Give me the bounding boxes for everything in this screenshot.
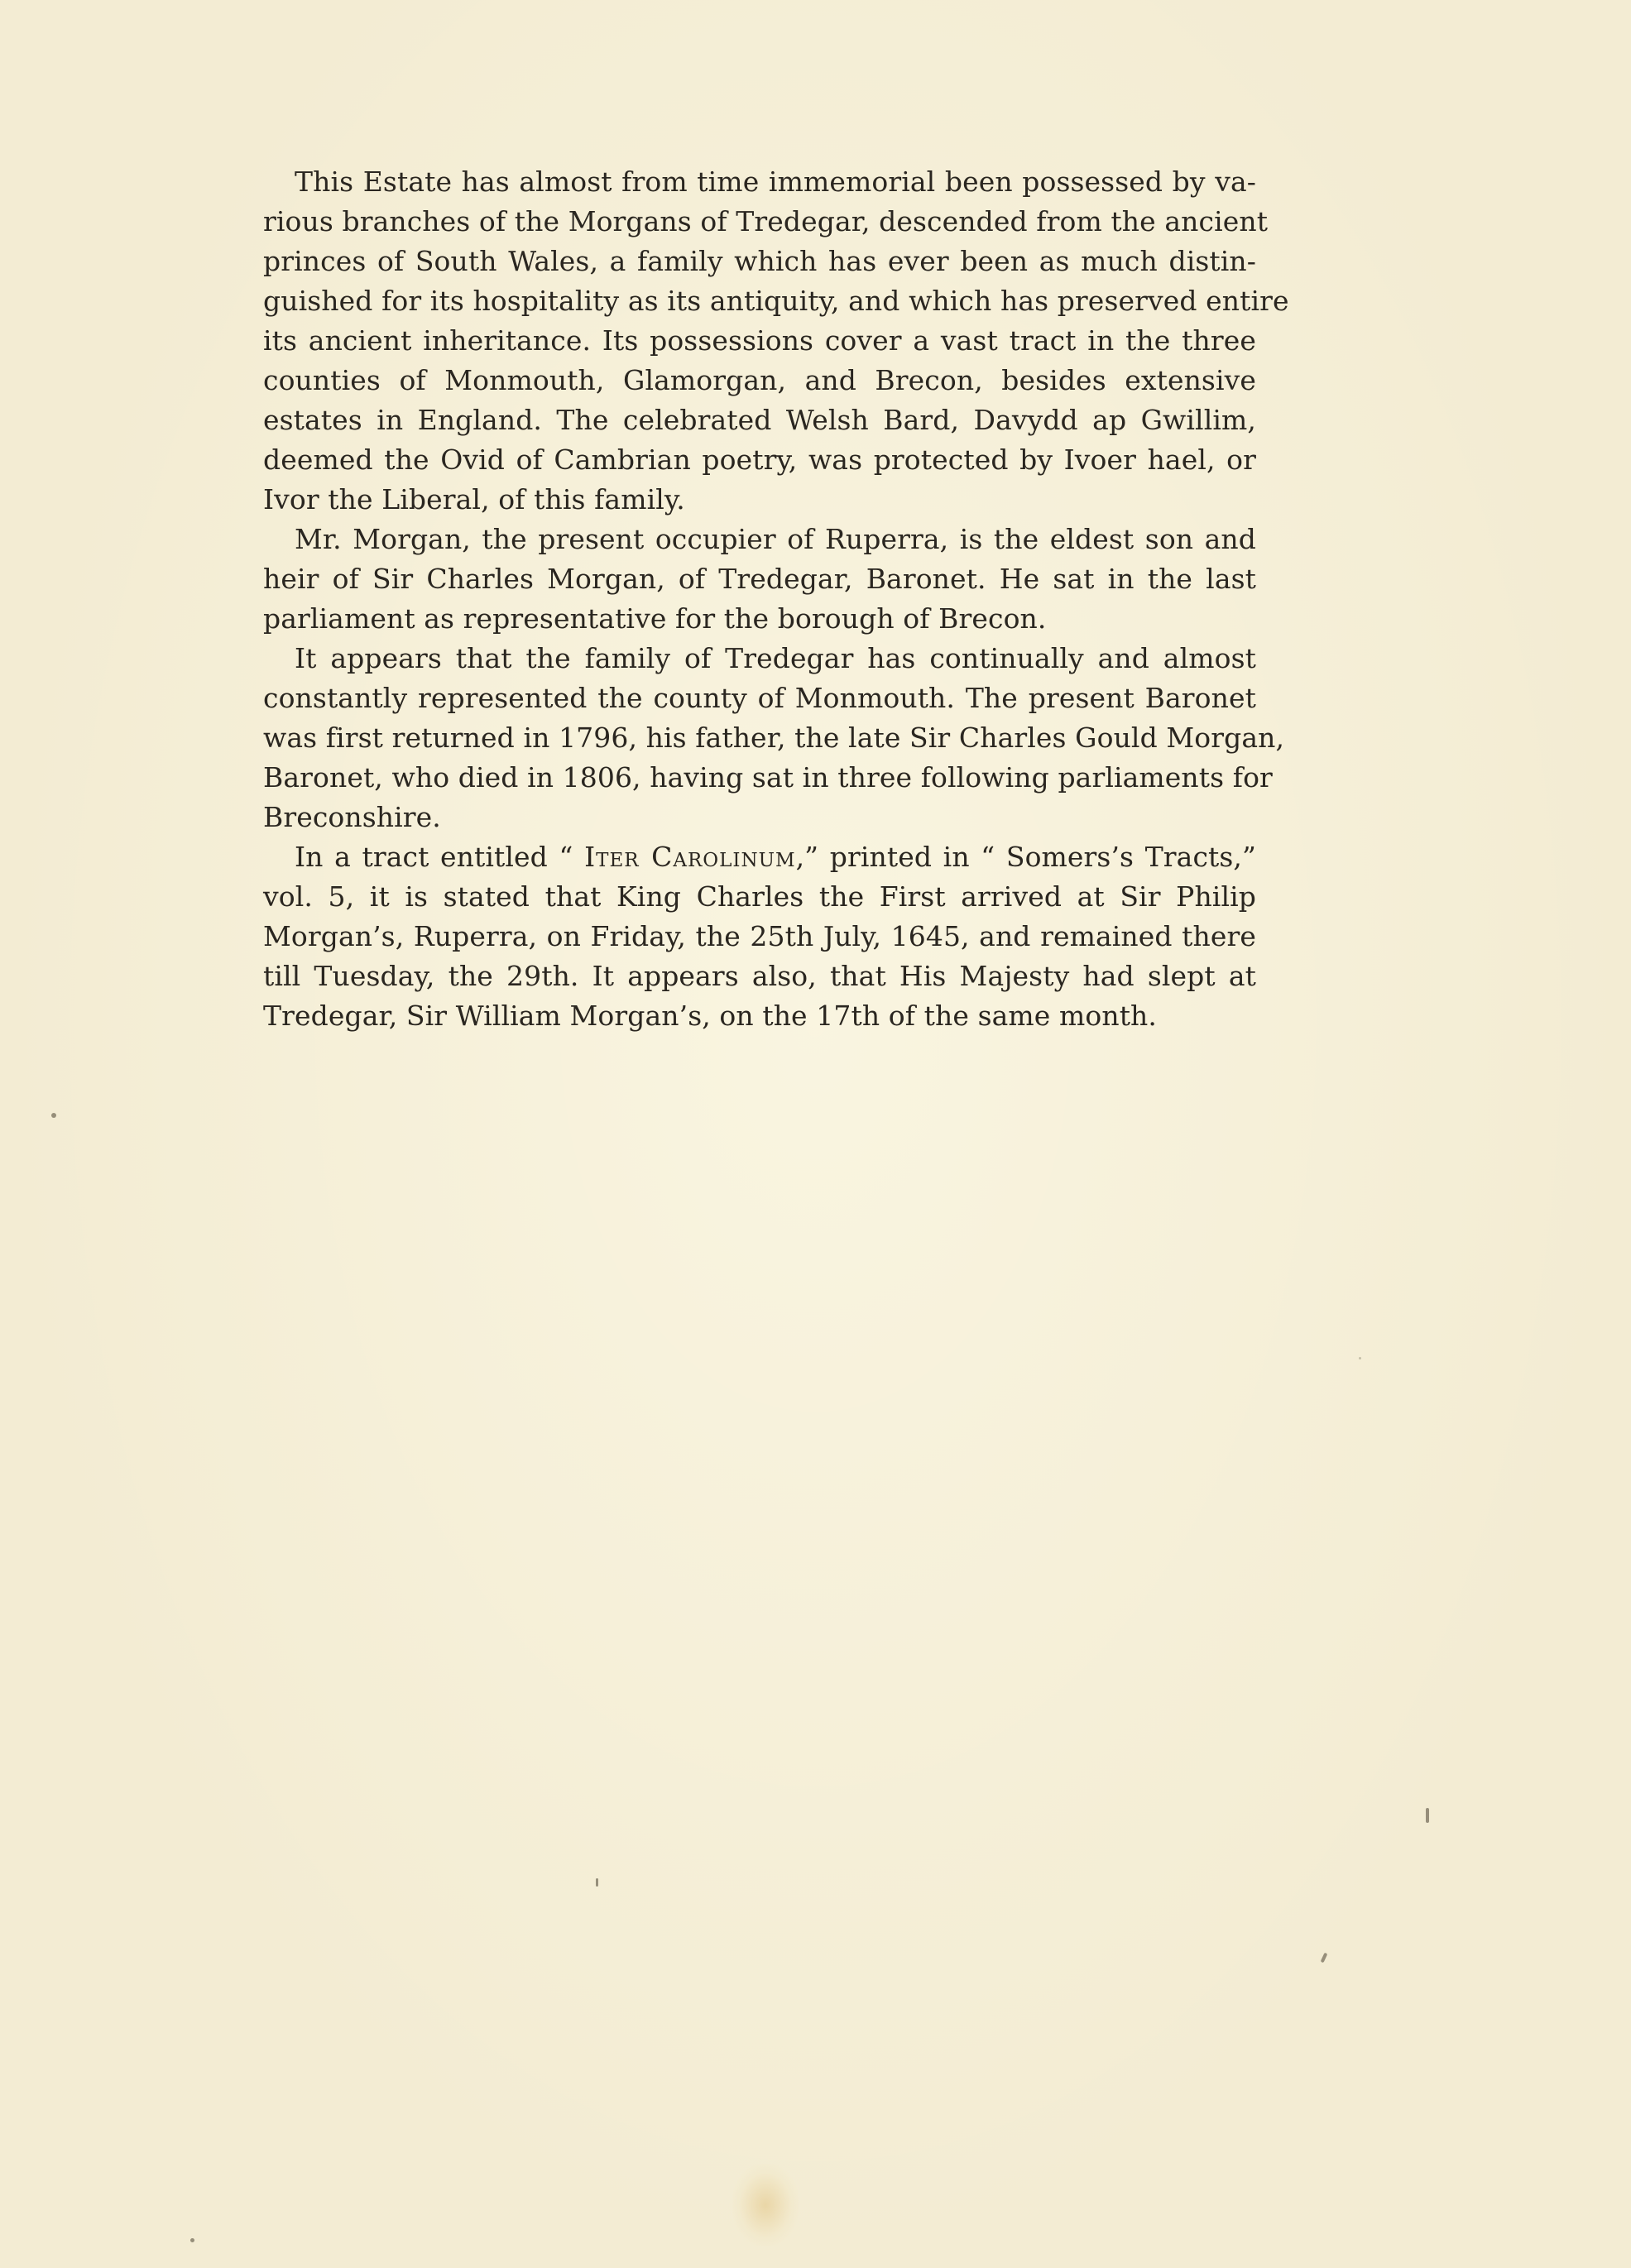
small-caps-title: Iter Carolinum	[584, 841, 796, 873]
paper-speck	[596, 1878, 598, 1887]
paragraph-3	[263, 639, 1285, 837]
text-line: princes of South Wales, a family which has ever been as much distin-	[263, 245, 1256, 277]
text-line: constantly represented the county of Monmouth. The present Baronet	[263, 682, 1256, 714]
document-body	[263, 162, 1289, 1036]
paragraph-1	[263, 162, 1289, 520]
text-line: guished for its hospitality as its antiquity, and which has preserved entire	[263, 285, 1289, 317]
text-line: Tredegar, Sir William Morgan’s, on the 17th of the same month.	[263, 1000, 1158, 1032]
text-line: its ancient inheritance. Its possessions cover a vast tract in the three	[263, 324, 1256, 357]
paper-speck	[1321, 1953, 1328, 1964]
paper-stain	[732, 2164, 799, 2246]
paragraph-2	[263, 520, 1256, 639]
text-line: Mr. Morgan, the present occupier of Ruperra, is the eldest son and	[295, 523, 1256, 555]
text-line: was first returned in 1796, his father, the late Sir Charles Gould Morgan,	[263, 722, 1285, 754]
paragraph-4	[263, 837, 1256, 1036]
paper-speck	[1359, 1357, 1361, 1359]
text-line: Baronet, who died in 1806, having sat in three following parliaments for	[263, 761, 1273, 794]
text-line: This Estate has almost from time immemorial been possessed by va-	[295, 165, 1256, 198]
text-line	[263, 837, 1256, 877]
text-line: vol. 5, it is stated that King Charles the First arrived at Sir Philip	[263, 880, 1256, 913]
text-line: Breconshire.	[263, 801, 441, 833]
paper-speck	[51, 1113, 56, 1118]
text-line: deemed the Ovid of Cambrian poetry, was protected by Ivoer hael, or	[263, 444, 1256, 476]
text-line: Morgan’s, Ruperra, on Friday, the 25th July, 1645, and remained there	[263, 920, 1256, 952]
text-line: Ivor the Liberal, of this family.	[263, 483, 685, 515]
text-line: estates in England. The celebrated Welsh Bard, Davydd ap Gwillim,	[263, 404, 1256, 436]
text-fragment: In a tract entitled “	[295, 841, 585, 873]
text-fragment: ,” printed in “ Somers’s Tracts,”	[795, 841, 1256, 873]
text-line: rious branches of the Morgans of Tredegar, descended from the ancient	[263, 205, 1269, 237]
text-line: heir of Sir Charles Morgan, of Tredegar, Baronet. He sat in the last	[263, 563, 1256, 595]
paper-speck	[190, 2238, 194, 2242]
text-line: counties of Monmouth, Glamorgan, and Brecon, besides extensive	[263, 364, 1256, 396]
text-line: till Tuesday, the 29th. It appears also, that His Majesty had slept at	[263, 960, 1256, 992]
text-line: parliament as representative for the borough of Brecon.	[263, 602, 1047, 635]
text-line: It appears that the family of Tredegar has continually and almost	[295, 642, 1256, 674]
paper-speck	[1426, 1808, 1429, 1823]
